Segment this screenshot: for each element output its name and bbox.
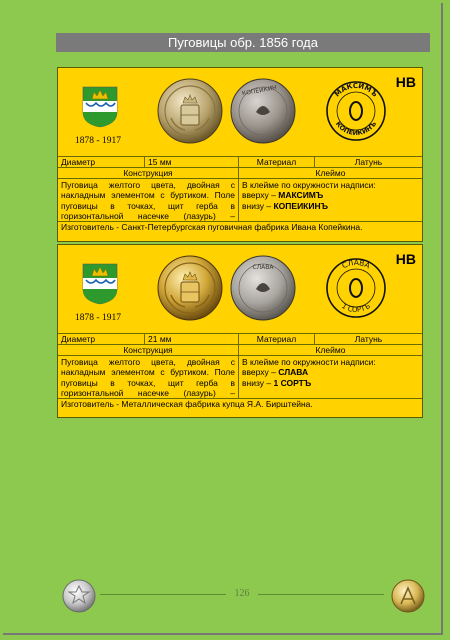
svg-text:СЛАВА: СЛАВА (252, 264, 274, 271)
hallmark-stamp (325, 257, 387, 319)
footer-divider-left (100, 594, 226, 595)
construction-description: Пуговица желтого цвета, двойная с накладным элементом с буртиком. Поле пуговицы в точках, щит герба в горизонтальной насечке (лазурь) – (61, 357, 235, 398)
kaluga-coat-of-arms-icon (82, 86, 118, 128)
badge: НВ (395, 251, 416, 267)
diameter-label: Диаметр (61, 334, 96, 344)
spec-row (58, 333, 422, 344)
badge: НВ (395, 74, 416, 90)
stamp-bottom-text: 1 СОРТЪ (340, 301, 372, 315)
years-label: 1878 - 1917 (75, 313, 121, 323)
description-row (58, 178, 422, 221)
spec-row (58, 156, 422, 167)
mark-header: Клеймо (238, 345, 422, 355)
svg-text:КОПЕИКИН: КОПЕИКИН (241, 84, 278, 98)
material-label: Материал (238, 334, 314, 344)
diameter-value: 15 мм (144, 157, 238, 167)
button-front-photo (157, 78, 223, 144)
hallmark-stamp (325, 80, 387, 142)
card-hero (58, 68, 422, 156)
mark-description: В клейме по окружности надписи: вверху – МАКСИМЪ внизу – КОПЕИКИНЪ (238, 179, 422, 221)
diameter-label: Диаметр (61, 157, 96, 167)
years-label: 1878 - 1917 (75, 136, 121, 146)
mark-header: Клеймо (238, 168, 422, 178)
mark-description: В клейме по окружности надписи: вверху – СЛАВА внизу – 1 СОРТЪ (238, 356, 422, 398)
material-value: Латунь (314, 334, 422, 344)
card-hero (58, 245, 422, 333)
stamp-bottom-text: КОПЕИКИНЪ (333, 119, 379, 138)
diameter-value: 21 мм (144, 334, 238, 344)
stamp-top-text: МАКСИМЪ (333, 81, 379, 99)
construction-description: Пуговица желтого цвета, двойная с накладным элементом с буртиком. Поле пуговицы в точках, щит герба в горизонтальной насечке (лазурь) – (61, 180, 235, 221)
material-label: Материал (238, 157, 314, 167)
maker-text: Изготовитель - Санкт-Петербургская пуговичная фабрика Ивана Копейкина. (61, 222, 363, 232)
page-title: Пуговицы обр. 1856 года (56, 33, 430, 52)
button-card-1 (57, 67, 423, 242)
medal-emblem-icon (62, 579, 96, 613)
construction-header: Конструкция (123, 345, 173, 355)
construction-header: Конструкция (123, 168, 173, 178)
maker-text: Изготовитель - Металлическая фабрика купца Я.А. Бирштейна. (61, 399, 313, 409)
kaluga-coat-of-arms-icon (82, 263, 118, 305)
section-header-row (58, 167, 422, 178)
page-number: 126 (234, 588, 250, 599)
footer-divider-right (258, 594, 384, 595)
material-value: Латунь (314, 157, 422, 167)
stamp-top-text: СЛАВА (340, 257, 372, 271)
medal-emblem-icon (391, 579, 425, 613)
maker-row (58, 221, 422, 232)
button-front-photo (157, 255, 223, 321)
section-header-row (58, 344, 422, 355)
button-back-photo (230, 78, 296, 144)
description-row (58, 355, 422, 398)
maker-row (58, 398, 422, 409)
button-card-2 (57, 244, 423, 418)
button-back-photo (230, 255, 296, 321)
